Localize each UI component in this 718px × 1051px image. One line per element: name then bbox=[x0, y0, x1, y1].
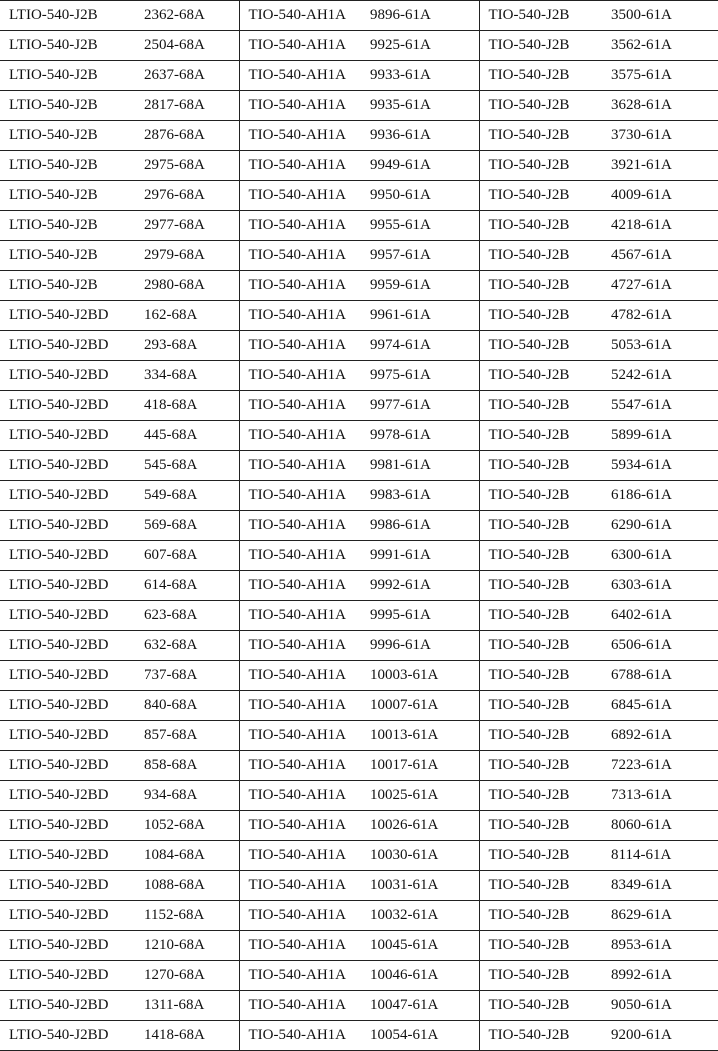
serial-number-cell: 1052-68A bbox=[140, 811, 239, 841]
serial-number-cell: 9896-61A bbox=[366, 1, 479, 31]
engine-model-cell: TIO-540-J2B bbox=[479, 1, 607, 31]
serial-number-cell: 9974-61A bbox=[366, 331, 479, 361]
table-row bbox=[0, 511, 718, 541]
table-row bbox=[0, 301, 718, 331]
engine-model-cell: TIO-540-AH1A bbox=[239, 901, 366, 931]
engine-model-cell: TIO-540-AH1A bbox=[239, 181, 366, 211]
serial-number-cell: 9986-61A bbox=[366, 511, 479, 541]
engine-model-cell: TIO-540-J2B bbox=[479, 301, 607, 331]
serial-number-cell: 545-68A bbox=[140, 451, 239, 481]
serial-number-cell: 10032-61A bbox=[366, 901, 479, 931]
serial-number-cell: 5242-61A bbox=[607, 361, 718, 391]
engine-model-cell: TIO-540-J2B bbox=[479, 871, 607, 901]
table-row bbox=[0, 601, 718, 631]
serial-number-cell: 9981-61A bbox=[366, 451, 479, 481]
serial-number-cell: 1418-68A bbox=[140, 1021, 239, 1051]
engine-model-cell: TIO-540-AH1A bbox=[239, 691, 366, 721]
table-row bbox=[0, 541, 718, 571]
serial-number-cell: 8992-61A bbox=[607, 961, 718, 991]
engine-model-cell: TIO-540-AH1A bbox=[239, 541, 366, 571]
serial-number-cell: 2976-68A bbox=[140, 181, 239, 211]
engine-model-cell: TIO-540-J2B bbox=[479, 541, 607, 571]
table-row bbox=[0, 901, 718, 931]
engine-model-cell: TIO-540-J2B bbox=[479, 61, 607, 91]
engine-model-cell: TIO-540-J2B bbox=[479, 121, 607, 151]
engine-model-cell: TIO-540-AH1A bbox=[239, 631, 366, 661]
engine-model-cell: LTIO-540-J2BD bbox=[0, 331, 140, 361]
serial-number-cell: 737-68A bbox=[140, 661, 239, 691]
table-row bbox=[0, 421, 718, 451]
table-row bbox=[0, 961, 718, 991]
engine-model-cell: LTIO-540-J2B bbox=[0, 91, 140, 121]
engine-model-cell: LTIO-540-J2BD bbox=[0, 601, 140, 631]
engine-model-cell: TIO-540-J2B bbox=[479, 631, 607, 661]
engine-model-cell: LTIO-540-J2BD bbox=[0, 571, 140, 601]
serial-number-cell: 6402-61A bbox=[607, 601, 718, 631]
engine-model-cell: TIO-540-J2B bbox=[479, 391, 607, 421]
table-row bbox=[0, 751, 718, 781]
table-row bbox=[0, 871, 718, 901]
serial-number-cell: 5053-61A bbox=[607, 331, 718, 361]
serial-number-cell: 10054-61A bbox=[366, 1021, 479, 1051]
serial-number-cell: 2362-68A bbox=[140, 1, 239, 31]
serial-number-cell: 162-68A bbox=[140, 301, 239, 331]
serial-number-cell: 3575-61A bbox=[607, 61, 718, 91]
engine-model-cell: LTIO-540-J2BD bbox=[0, 691, 140, 721]
engine-model-cell: TIO-540-AH1A bbox=[239, 331, 366, 361]
serial-number-cell: 9950-61A bbox=[366, 181, 479, 211]
serial-number-cell: 9936-61A bbox=[366, 121, 479, 151]
engine-model-cell: LTIO-540-J2BD bbox=[0, 931, 140, 961]
serial-number-cell: 9961-61A bbox=[366, 301, 479, 331]
engine-model-cell: LTIO-540-J2B bbox=[0, 31, 140, 61]
engine-model-cell: TIO-540-J2B bbox=[479, 781, 607, 811]
table-row bbox=[0, 241, 718, 271]
engine-model-cell: TIO-540-J2B bbox=[479, 451, 607, 481]
engine-model-cell: TIO-540-AH1A bbox=[239, 721, 366, 751]
table-row bbox=[0, 571, 718, 601]
serial-number-cell: 10007-61A bbox=[366, 691, 479, 721]
engine-model-cell: TIO-540-AH1A bbox=[239, 271, 366, 301]
serial-number-cell: 10031-61A bbox=[366, 871, 479, 901]
serial-number-cell: 8114-61A bbox=[607, 841, 718, 871]
engine-model-cell: TIO-540-J2B bbox=[479, 511, 607, 541]
engine-model-cell: LTIO-540-J2BD bbox=[0, 391, 140, 421]
engine-model-cell: TIO-540-AH1A bbox=[239, 571, 366, 601]
engine-model-cell: LTIO-540-J2B bbox=[0, 181, 140, 211]
serial-number-cell: 1311-68A bbox=[140, 991, 239, 1021]
serial-number-cell: 10030-61A bbox=[366, 841, 479, 871]
serial-number-cell: 857-68A bbox=[140, 721, 239, 751]
serial-number-cell: 3562-61A bbox=[607, 31, 718, 61]
serial-number-cell: 2975-68A bbox=[140, 151, 239, 181]
serial-number-cell: 8060-61A bbox=[607, 811, 718, 841]
engine-model-cell: TIO-540-J2B bbox=[479, 421, 607, 451]
engine-model-cell: TIO-540-J2B bbox=[479, 271, 607, 301]
engine-model-cell: TIO-540-AH1A bbox=[239, 751, 366, 781]
engine-model-cell: TIO-540-J2B bbox=[479, 241, 607, 271]
engine-model-cell: TIO-540-AH1A bbox=[239, 481, 366, 511]
table-row bbox=[0, 661, 718, 691]
serial-number-cell: 4218-61A bbox=[607, 211, 718, 241]
table-row bbox=[0, 121, 718, 151]
engine-model-cell: TIO-540-AH1A bbox=[239, 661, 366, 691]
engine-model-cell: LTIO-540-J2B bbox=[0, 151, 140, 181]
serial-number-cell: 1088-68A bbox=[140, 871, 239, 901]
serial-number-cell: 10025-61A bbox=[366, 781, 479, 811]
serial-number-cell: 6506-61A bbox=[607, 631, 718, 661]
serial-number-cell: 8349-61A bbox=[607, 871, 718, 901]
engine-model-cell: TIO-540-AH1A bbox=[239, 451, 366, 481]
table-row bbox=[0, 61, 718, 91]
serial-number-cell: 10003-61A bbox=[366, 661, 479, 691]
engine-model-cell: TIO-540-AH1A bbox=[239, 31, 366, 61]
serial-number-cell: 4782-61A bbox=[607, 301, 718, 331]
table-body bbox=[0, 1, 718, 1051]
serial-number-cell: 8953-61A bbox=[607, 931, 718, 961]
serial-number-cell: 9935-61A bbox=[366, 91, 479, 121]
engine-model-cell: TIO-540-AH1A bbox=[239, 151, 366, 181]
table-row bbox=[0, 481, 718, 511]
engine-model-cell: LTIO-540-J2B bbox=[0, 1, 140, 31]
serial-number-cell: 2876-68A bbox=[140, 121, 239, 151]
table-row bbox=[0, 631, 718, 661]
serial-number-cell: 9991-61A bbox=[366, 541, 479, 571]
serial-number-cell: 2979-68A bbox=[140, 241, 239, 271]
engine-model-cell: TIO-540-J2B bbox=[479, 721, 607, 751]
serial-number-cell: 5547-61A bbox=[607, 391, 718, 421]
serial-number-cell: 9955-61A bbox=[366, 211, 479, 241]
serial-number-cell: 3500-61A bbox=[607, 1, 718, 31]
table-row bbox=[0, 151, 718, 181]
serial-number-cell: 10017-61A bbox=[366, 751, 479, 781]
serial-number-cell: 840-68A bbox=[140, 691, 239, 721]
engine-model-cell: TIO-540-J2B bbox=[479, 481, 607, 511]
table-row bbox=[0, 721, 718, 751]
serial-number-cell: 3730-61A bbox=[607, 121, 718, 151]
engine-model-cell: TIO-540-AH1A bbox=[239, 601, 366, 631]
engine-model-cell: TIO-540-J2B bbox=[479, 361, 607, 391]
table-row bbox=[0, 361, 718, 391]
engine-model-cell: LTIO-540-J2BD bbox=[0, 301, 140, 331]
engine-model-cell: LTIO-540-J2BD bbox=[0, 721, 140, 751]
engine-model-cell: TIO-540-J2B bbox=[479, 811, 607, 841]
engine-model-cell: LTIO-540-J2B bbox=[0, 241, 140, 271]
serial-number-cell: 623-68A bbox=[140, 601, 239, 631]
engine-model-cell: TIO-540-AH1A bbox=[239, 361, 366, 391]
engine-model-cell: TIO-540-J2B bbox=[479, 751, 607, 781]
engine-model-cell: LTIO-540-J2BD bbox=[0, 901, 140, 931]
serial-number-cell: 10046-61A bbox=[366, 961, 479, 991]
serial-number-cell: 9959-61A bbox=[366, 271, 479, 301]
table-row bbox=[0, 1021, 718, 1051]
engine-model-cell: TIO-540-AH1A bbox=[239, 1, 366, 31]
serial-number-cell: 2637-68A bbox=[140, 61, 239, 91]
serial-number-cell: 6186-61A bbox=[607, 481, 718, 511]
engine-model-cell: TIO-540-AH1A bbox=[239, 91, 366, 121]
engine-model-cell: TIO-540-AH1A bbox=[239, 391, 366, 421]
serial-number-cell: 5934-61A bbox=[607, 451, 718, 481]
serial-number-cell: 6788-61A bbox=[607, 661, 718, 691]
engine-model-cell: TIO-540-J2B bbox=[479, 151, 607, 181]
engine-model-cell: TIO-540-J2B bbox=[479, 1021, 607, 1051]
serial-number-cell: 569-68A bbox=[140, 511, 239, 541]
engine-model-cell: TIO-540-AH1A bbox=[239, 241, 366, 271]
serial-number-cell: 9957-61A bbox=[366, 241, 479, 271]
serial-number-cell: 10045-61A bbox=[366, 931, 479, 961]
engine-model-cell: LTIO-540-J2BD bbox=[0, 421, 140, 451]
serial-number-cell: 10026-61A bbox=[366, 811, 479, 841]
serial-number-cell: 418-68A bbox=[140, 391, 239, 421]
serial-number-cell: 614-68A bbox=[140, 571, 239, 601]
serial-number-cell: 293-68A bbox=[140, 331, 239, 361]
engine-model-cell: LTIO-540-J2BD bbox=[0, 751, 140, 781]
engine-model-cell: TIO-540-J2B bbox=[479, 661, 607, 691]
engine-model-cell: TIO-540-J2B bbox=[479, 961, 607, 991]
serial-number-cell: 334-68A bbox=[140, 361, 239, 391]
serial-number-cell: 4009-61A bbox=[607, 181, 718, 211]
serial-number-cell: 549-68A bbox=[140, 481, 239, 511]
serial-number-cell: 9949-61A bbox=[366, 151, 479, 181]
engine-model-cell: TIO-540-J2B bbox=[479, 991, 607, 1021]
engine-model-cell: TIO-540-AH1A bbox=[239, 931, 366, 961]
engine-model-cell: TIO-540-J2B bbox=[479, 331, 607, 361]
table-row bbox=[0, 1, 718, 31]
serial-number-cell: 9992-61A bbox=[366, 571, 479, 601]
serial-number-cell: 6290-61A bbox=[607, 511, 718, 541]
table-row bbox=[0, 331, 718, 361]
serial-number-cell: 9200-61A bbox=[607, 1021, 718, 1051]
engine-model-cell: LTIO-540-J2B bbox=[0, 61, 140, 91]
serial-number-cell: 4567-61A bbox=[607, 241, 718, 271]
serial-number-cell: 2980-68A bbox=[140, 271, 239, 301]
serial-number-cell: 9996-61A bbox=[366, 631, 479, 661]
engine-model-cell: LTIO-540-J2BD bbox=[0, 871, 140, 901]
serial-number-cell: 2977-68A bbox=[140, 211, 239, 241]
engine-model-cell: LTIO-540-J2BD bbox=[0, 661, 140, 691]
engine-model-cell: TIO-540-AH1A bbox=[239, 871, 366, 901]
table-row bbox=[0, 391, 718, 421]
engine-model-cell: TIO-540-AH1A bbox=[239, 211, 366, 241]
engine-model-cell: LTIO-540-J2B bbox=[0, 211, 140, 241]
engine-model-cell: LTIO-540-J2BD bbox=[0, 961, 140, 991]
engine-model-cell: TIO-540-AH1A bbox=[239, 811, 366, 841]
engine-model-cell: TIO-540-AH1A bbox=[239, 61, 366, 91]
engine-model-cell: TIO-540-AH1A bbox=[239, 121, 366, 151]
engine-model-cell: TIO-540-J2B bbox=[479, 841, 607, 871]
engine-model-cell: TIO-540-AH1A bbox=[239, 991, 366, 1021]
engine-model-cell: TIO-540-AH1A bbox=[239, 841, 366, 871]
serial-number-cell: 1270-68A bbox=[140, 961, 239, 991]
table-row bbox=[0, 991, 718, 1021]
engine-model-cell: TIO-540-AH1A bbox=[239, 1021, 366, 1051]
serial-number-cell: 6300-61A bbox=[607, 541, 718, 571]
serial-number-cell: 1152-68A bbox=[140, 901, 239, 931]
table-row bbox=[0, 811, 718, 841]
table-row bbox=[0, 781, 718, 811]
engine-model-cell: LTIO-540-J2BD bbox=[0, 841, 140, 871]
serial-number-cell: 6303-61A bbox=[607, 571, 718, 601]
serial-number-cell: 7223-61A bbox=[607, 751, 718, 781]
serial-number-cell: 445-68A bbox=[140, 421, 239, 451]
table-row bbox=[0, 691, 718, 721]
table-row bbox=[0, 841, 718, 871]
table-row bbox=[0, 451, 718, 481]
serial-number-cell: 607-68A bbox=[140, 541, 239, 571]
table-row bbox=[0, 91, 718, 121]
serial-number-cell: 10047-61A bbox=[366, 991, 479, 1021]
engine-model-cell: TIO-540-J2B bbox=[479, 571, 607, 601]
engine-model-cell: TIO-540-AH1A bbox=[239, 781, 366, 811]
engine-model-cell: LTIO-540-J2B bbox=[0, 121, 140, 151]
engine-model-cell: TIO-540-J2B bbox=[479, 91, 607, 121]
serial-number-cell: 9050-61A bbox=[607, 991, 718, 1021]
serial-number-cell: 7313-61A bbox=[607, 781, 718, 811]
serial-number-cell: 9925-61A bbox=[366, 31, 479, 61]
engine-model-cell: TIO-540-J2B bbox=[479, 211, 607, 241]
serial-number-cell: 10013-61A bbox=[366, 721, 479, 751]
engine-model-cell: LTIO-540-J2BD bbox=[0, 811, 140, 841]
engine-model-cell: TIO-540-AH1A bbox=[239, 301, 366, 331]
table-row bbox=[0, 211, 718, 241]
engine-model-cell: LTIO-540-J2BD bbox=[0, 511, 140, 541]
engine-model-cell: LTIO-540-J2BD bbox=[0, 481, 140, 511]
serial-number-cell: 3628-61A bbox=[607, 91, 718, 121]
table-row bbox=[0, 181, 718, 211]
serial-number-cell: 9995-61A bbox=[366, 601, 479, 631]
engine-model-cell: LTIO-540-J2BD bbox=[0, 781, 140, 811]
engine-model-cell: TIO-540-AH1A bbox=[239, 961, 366, 991]
engine-model-cell: TIO-540-AH1A bbox=[239, 511, 366, 541]
table-row bbox=[0, 271, 718, 301]
engine-model-cell: LTIO-540-J2BD bbox=[0, 451, 140, 481]
serial-number-cell: 9975-61A bbox=[366, 361, 479, 391]
engine-model-cell: LTIO-540-J2BD bbox=[0, 361, 140, 391]
engine-model-cell: TIO-540-J2B bbox=[479, 601, 607, 631]
engine-model-cell: TIO-540-AH1A bbox=[239, 421, 366, 451]
serial-number-cell: 1084-68A bbox=[140, 841, 239, 871]
serial-number-cell: 2504-68A bbox=[140, 31, 239, 61]
engine-model-cell: LTIO-540-J2BD bbox=[0, 1021, 140, 1051]
serial-number-cell: 8629-61A bbox=[607, 901, 718, 931]
engine-model-cell: TIO-540-J2B bbox=[479, 931, 607, 961]
engine-model-cell: TIO-540-J2B bbox=[479, 181, 607, 211]
serial-number-cell: 9933-61A bbox=[366, 61, 479, 91]
serial-number-cell: 9978-61A bbox=[366, 421, 479, 451]
serial-number-cell: 934-68A bbox=[140, 781, 239, 811]
serial-number-cell: 5899-61A bbox=[607, 421, 718, 451]
engine-model-cell: LTIO-540-J2B bbox=[0, 271, 140, 301]
engine-model-cell: LTIO-540-J2BD bbox=[0, 631, 140, 661]
serial-number-cell: 9983-61A bbox=[366, 481, 479, 511]
serial-number-cell: 4727-61A bbox=[607, 271, 718, 301]
engine-model-cell: TIO-540-J2B bbox=[479, 901, 607, 931]
serial-number-cell: 3921-61A bbox=[607, 151, 718, 181]
engine-model-cell: LTIO-540-J2BD bbox=[0, 991, 140, 1021]
table-row bbox=[0, 31, 718, 61]
serial-number-cell: 632-68A bbox=[140, 631, 239, 661]
table-row bbox=[0, 931, 718, 961]
engine-model-cell: TIO-540-J2B bbox=[479, 31, 607, 61]
serial-number-cell: 1210-68A bbox=[140, 931, 239, 961]
serial-number-cell: 6845-61A bbox=[607, 691, 718, 721]
serial-number-cell: 6892-61A bbox=[607, 721, 718, 751]
serial-number-cell: 2817-68A bbox=[140, 91, 239, 121]
serial-number-cell: 9977-61A bbox=[366, 391, 479, 421]
serial-number-cell: 858-68A bbox=[140, 751, 239, 781]
engine-model-cell: LTIO-540-J2BD bbox=[0, 541, 140, 571]
engine-model-cell: TIO-540-J2B bbox=[479, 691, 607, 721]
